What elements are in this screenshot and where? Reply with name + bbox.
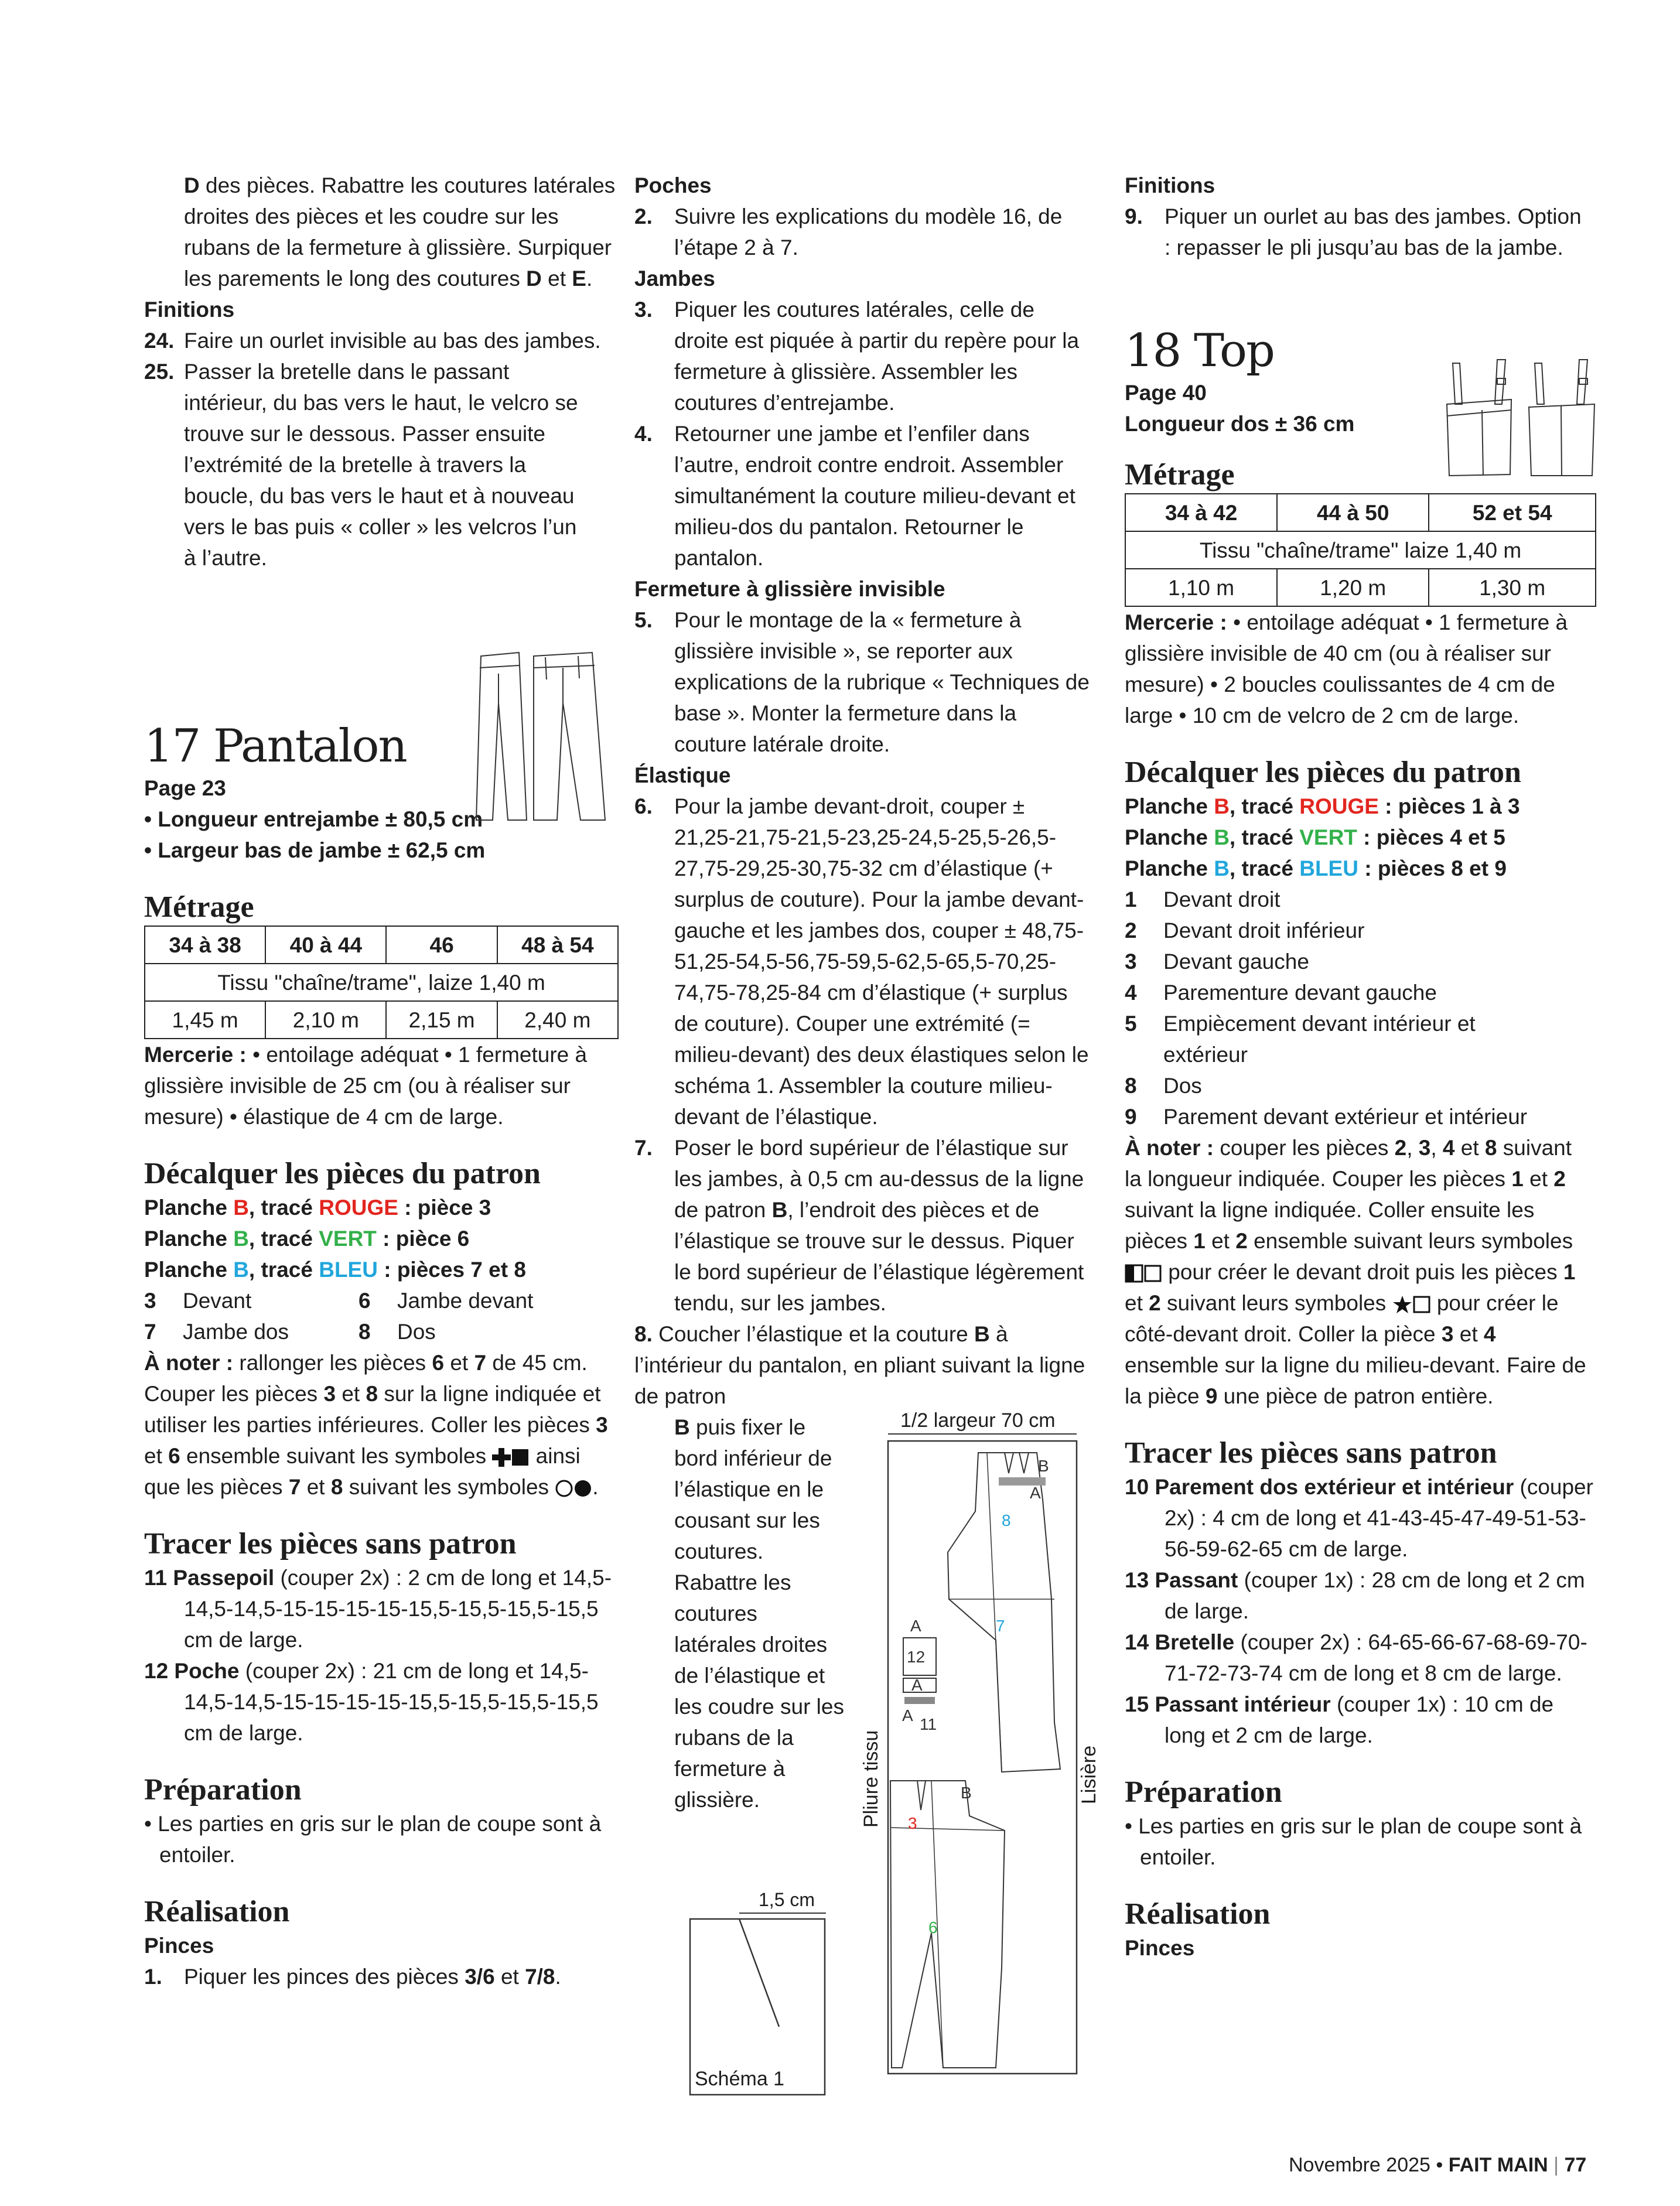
planche-pieces: : pièce 6 xyxy=(376,1227,470,1251)
step-number: 1. xyxy=(144,1965,162,1989)
piece-number: 6 xyxy=(358,1289,371,1313)
step-number: 5. xyxy=(634,608,653,632)
value-cell: 1,45 m xyxy=(145,1001,265,1039)
planche-text: , tracé xyxy=(1229,794,1300,818)
piece-number: 3 xyxy=(1125,950,1137,974)
planche-rouge xyxy=(1125,791,1593,822)
piece-label: Empiècement devant intérieur et extérieur xyxy=(1163,1012,1476,1067)
step-text-part: Piquer les pinces des pièces xyxy=(184,1965,459,1989)
anoter-text: rallonger les pièces xyxy=(239,1351,426,1375)
piece-number: 9 xyxy=(1125,1105,1137,1129)
piece-number: 7 xyxy=(144,1320,156,1344)
trace-item-10 xyxy=(1125,1471,1593,1565)
pinces-heading: Pinces xyxy=(1125,1936,1195,1960)
planche-vert xyxy=(144,1223,619,1254)
step-text-part: , l’endroit des pièces et de l’élastique se trouve sur le dessus. Piquer le bord supérieur de l’élastique légèrement tendu, sur les jambes. xyxy=(674,1198,1084,1315)
trace-dims: 4 cm de long et 41-43-45-47-49-51-53-56-59-62-65 cm de large. xyxy=(1165,1506,1586,1561)
top-length: Longueur dos ± 36 cm xyxy=(1125,412,1355,436)
anoter-text: suivant leurs symboles xyxy=(1167,1291,1387,1315)
size-cell: 52 et 54 xyxy=(1429,494,1596,531)
trace-label: 15 Passant intérieur xyxy=(1125,1692,1331,1716)
step-number: 3. xyxy=(634,298,653,322)
piece-label: Devant droit xyxy=(1163,887,1281,911)
empty-square-icon xyxy=(1143,1264,1162,1283)
pantalon-length-1: • Longueur entrejambe ± 80,5 cm xyxy=(144,807,483,831)
finitions-heading: Finitions xyxy=(144,298,235,322)
trace-item-11 xyxy=(144,1562,619,1655)
preparation-heading: Préparation xyxy=(1125,1775,1282,1809)
planche-letter: B xyxy=(1214,825,1230,849)
trace-dims: 10 cm de long et 2 cm de large. xyxy=(1165,1692,1554,1747)
anoter-text: sur la ligne indiquée et utiliser les parties inférieures. Coller les pièces xyxy=(144,1382,601,1437)
metrage-fabric-row xyxy=(145,964,618,1001)
piece-ref: 6 xyxy=(168,1444,180,1468)
metrage-table xyxy=(1125,493,1596,607)
anoter-label: À noter : xyxy=(1125,1136,1214,1160)
step-text: Piquer les coutures latérales, celle de droite est piquée à partir du repère pour la fermeture à glissière. Assembler les coutures d’entrejambe. xyxy=(674,298,1080,415)
value-cell: 2,10 m xyxy=(265,1001,386,1039)
trace-dims: 21 cm de long et 14,5-14,5-14,5-15-15-15-15-15,5-15,5-15,5-15,5 cm de large. xyxy=(184,1659,599,1745)
step-number: 25. xyxy=(144,360,175,384)
piece-number: 5 xyxy=(1125,1012,1137,1036)
planche-text: Planche xyxy=(144,1196,234,1220)
a-noter: À noter : couper les pièces 2, 3, 4 et 8 suivant la longueur indiquée. Couper les pièces 1 et 2 suivant la ligne indiquée. Coller ensuite les pièces 1 et 2 ensemble suivant leurs symboles pour créer le devant droit puis les pièces 1 et 2 suivant leurs symboles pour créer le côté-devant droit. Coller la pièce 3 et 4 ensemble sur la ligne du milieu-devant. Faire de la pièce 9 une pièce de patron entière. xyxy=(1125,1136,1586,1408)
anoter-text: ainsi que les pièces xyxy=(144,1444,581,1499)
piece-label: Devant gauche xyxy=(1163,950,1309,974)
trace-label: 10 Parement dos extérieur et intérieur xyxy=(1125,1475,1514,1499)
piece-ref: B xyxy=(674,1415,690,1439)
step-text-part: puis fixer le bord inférieur de l’élastique en le cousant sur les coutures. Rabattre les coutures latérales droites de l’élastique et les coudre sur les rubans de la fermeture à glissière. xyxy=(674,1415,844,1812)
text-line: sur les rubans de la fermeture à glissière. xyxy=(184,204,559,259)
pantalon-illustration xyxy=(475,644,616,826)
size-cell: 34 à 42 xyxy=(1125,494,1277,531)
step-9 xyxy=(1125,201,1593,263)
planche-bleu xyxy=(1125,853,1593,884)
piece-ref: 3 xyxy=(1441,1322,1454,1346)
text-line: latérales droites des pièces et les coudre xyxy=(184,173,616,228)
footer-bullet: • xyxy=(1436,2154,1443,2176)
step-text xyxy=(674,1132,1091,1319)
list-item xyxy=(1125,915,1593,946)
marker-a: A xyxy=(911,1676,923,1694)
trace-label: 13 Passant xyxy=(1125,1568,1238,1592)
piece-ref: 1 xyxy=(1193,1229,1206,1253)
text-line: coutures xyxy=(436,267,520,291)
piece-ref: 2 xyxy=(1394,1136,1407,1160)
legend-row xyxy=(144,1316,619,1347)
planche-pieces: : pièce 3 xyxy=(398,1196,491,1220)
planche-text: , tracé xyxy=(248,1196,319,1220)
pantalon-page: Page 23 xyxy=(144,776,226,800)
piece-label-3: 3 xyxy=(908,1814,917,1832)
trace-color: ROUGE xyxy=(319,1196,398,1220)
piece-label: Jambe dos xyxy=(183,1320,289,1344)
anoter-text: et xyxy=(306,1475,325,1499)
piece-ref: B xyxy=(771,1198,788,1222)
planche-bleu xyxy=(144,1254,619,1285)
preparation-heading: Préparation xyxy=(144,1773,302,1807)
mercerie-label: Mercerie : xyxy=(144,1043,247,1067)
piece-ref: 7/8 xyxy=(525,1965,555,1989)
list-item xyxy=(1125,977,1593,1008)
empty-square-icon xyxy=(1412,1295,1431,1314)
planche-text: , tracé xyxy=(1229,856,1300,880)
piece-label: Jambe devant xyxy=(397,1289,534,1313)
size-cell: 40 à 44 xyxy=(265,926,386,964)
step-24 xyxy=(144,325,619,356)
trace-dims: 64-65-66-67-68-69-70-71-72-73-74 cm de long et 8 cm de large. xyxy=(1165,1630,1587,1685)
schema-1-diagram xyxy=(685,1880,832,2097)
anoter-text: et xyxy=(450,1351,469,1375)
anoter-text: et xyxy=(1529,1167,1548,1191)
piece-number: 8 xyxy=(1125,1074,1137,1098)
planche-text: Planche xyxy=(1125,856,1214,880)
step-number: 9. xyxy=(1125,204,1143,228)
realisation-heading: Réalisation xyxy=(1125,1897,1271,1931)
anoter-text: une pièce de patron entière. xyxy=(1223,1384,1494,1408)
bold-d: D xyxy=(526,267,542,291)
preparation-text: • Les parties en gris sur le plan de coupe sont à entoiler. xyxy=(1125,1814,1582,1869)
piece-label: Parementure devant gauche xyxy=(1163,981,1437,1005)
anoter-text: ensemble suivant les symboles xyxy=(186,1444,487,1468)
metrage-values-row xyxy=(145,1001,618,1039)
bold-e: E xyxy=(572,267,586,291)
planche-text: , tracé xyxy=(1229,825,1300,849)
step-text-part: et xyxy=(500,1965,519,1989)
step-number: 8. xyxy=(634,1322,653,1346)
list-item xyxy=(1125,884,1593,915)
realisation-heading: Réalisation xyxy=(144,1895,290,1928)
trace-color: ROUGE xyxy=(1299,794,1379,818)
piece-ref: 3 xyxy=(596,1413,608,1437)
anoter-label: À noter : xyxy=(144,1351,234,1375)
planche-rouge xyxy=(144,1192,619,1223)
step-5 xyxy=(634,605,1091,760)
planche-pieces: : pièces 8 et 9 xyxy=(1358,856,1507,880)
step-number: 4. xyxy=(634,422,653,446)
trace-item-15 xyxy=(1125,1689,1593,1751)
anoter-text: couper les pièces xyxy=(1220,1136,1389,1160)
elastique-heading: Élastique xyxy=(634,763,731,787)
plus-icon xyxy=(492,1448,511,1467)
trace-item-14 xyxy=(1125,1627,1593,1689)
marker-b: B xyxy=(961,1784,972,1802)
planche-letter: B xyxy=(1214,856,1230,880)
step-8 xyxy=(634,1319,1091,1412)
page-footer xyxy=(1289,2153,1586,2177)
column-3 xyxy=(1125,170,1593,1963)
anoter-text: et xyxy=(1459,1322,1478,1346)
planche-pieces: : pièces 4 et 5 xyxy=(1357,825,1505,849)
schema-label: Schéma 1 xyxy=(695,2068,785,2090)
trace-qty: (couper 1x) : xyxy=(1244,1568,1366,1592)
step-2 xyxy=(634,201,1091,263)
step-text-part: Coucher l’élastique et la couture xyxy=(658,1322,968,1346)
piece-ref: 3 xyxy=(1418,1136,1431,1160)
step-text: Passer la bretelle dans le passant intérieur, du bas vers le haut, le velcro se trouve sur le dessous. Passer ensuite l’extrémité de la bretelle à travers la boucle, du bas vers le haut et à nouveau vers le bas puis « coller » les velcros l’un à l’autre. xyxy=(184,360,578,570)
magazine-brand: FAIT MAIN xyxy=(1448,2154,1548,2176)
step-text: Pour la jambe devant-droit, couper ± 21,25-21,75-21,5-23,25-24,5-25,5-26,5-27,75-29,25-30,75-32 cm d’élastique (+ surplus de couture). Pour la jambe devant-gauche et les jambes dos, couper ± 48,75-51,25-54,5-56,75-59,5-62,5-65,5-70,25-74,75-78,25-84 cm d’élastique (+ surplus de couture). Couper une extrémité (= milieu-devant) des deux élastiques selon le schéma 1. Assembler la couture milieu-devant de l’élastique. xyxy=(674,794,1089,1129)
step-23-continued: D des pièces. Rabattre les coutures latérales droites des pièces et les coudre sur les rubans de la fermeture à glissière. Surpiquer les parements le long des coutures D et E. xyxy=(184,173,616,291)
footer-separator: | xyxy=(1553,2154,1559,2176)
step-text: Retourner une jambe et l’enfiler dans l’autre, endroit contre endroit. Assembler simultanément la couture milieu-devant et milieu-dos du pantalon. Retourner le pantalon. xyxy=(674,422,1075,570)
bold-d: D xyxy=(184,173,200,197)
metrage-sizes-row xyxy=(145,926,618,964)
piece-number: 2 xyxy=(1125,918,1137,942)
step-text: Faire un ourlet invisible au bas des jambes. xyxy=(184,329,601,353)
trace-qty: (couper 2x) : xyxy=(245,1659,367,1683)
piece-number: 3 xyxy=(144,1289,156,1313)
step-4 xyxy=(634,418,1091,573)
piece-label-11: 11 xyxy=(920,1715,937,1733)
metrage-table xyxy=(144,926,619,1039)
planche-letter: B xyxy=(233,1227,249,1251)
trace-color: VERT xyxy=(319,1227,377,1251)
finitions-heading: Finitions xyxy=(1125,173,1215,197)
step-number: 6. xyxy=(634,794,653,818)
top-title: 18 Top xyxy=(1125,325,1274,377)
planche-letter: B xyxy=(1214,794,1230,818)
size-cell: 34 à 38 xyxy=(145,926,265,964)
planche-text: Planche xyxy=(144,1227,234,1251)
planche-text: Planche xyxy=(144,1258,234,1282)
piece-number: 4 xyxy=(1125,981,1137,1005)
planche-text: Planche xyxy=(1125,825,1214,849)
planche-text: , tracé xyxy=(248,1227,319,1251)
trace-dims: 28 cm de long et 2 cm de large. xyxy=(1165,1568,1585,1623)
circle-outline-icon xyxy=(555,1479,573,1498)
metrage-values-row xyxy=(1125,569,1596,606)
anoter-text: et xyxy=(1460,1136,1479,1160)
piece-ref: 2 xyxy=(1149,1291,1161,1315)
planche-pieces: : pièces 7 et 8 xyxy=(377,1258,526,1282)
list-item xyxy=(1125,1070,1593,1101)
pliure-tissu-label: Pliure tissu xyxy=(860,1730,882,1828)
a-noter: À noter : rallonger les pièces 6 et 7 de 45 cm. Couper les pièces 3 et 8 sur la ligne indiquée et utiliser les parties inférieures. Coller les pièces 3 et 6 ensemble suivant les symboles ainsi que les pièces 7 et 8 suivant les symboles . xyxy=(144,1351,608,1499)
step-text-part: . xyxy=(555,1965,561,1989)
list-item xyxy=(1125,1008,1593,1070)
anoter-text: suivant la ligne indiquée. Coller ensuite les pièces xyxy=(1125,1198,1535,1253)
list-item xyxy=(1125,1101,1593,1132)
mercerie-text: • entoilage adéquat • 1 fermeture à glissière invisible de 25 cm (ou à réaliser sur mesure) • élastique de 4 cm de large. xyxy=(144,1043,588,1129)
piece-label: Parement devant extérieur et intérieur xyxy=(1163,1105,1528,1129)
anoter-text: suivant la longueur indiquée. Couper les pièces xyxy=(1125,1136,1572,1191)
schema-dimension: 1,5 cm xyxy=(759,1889,815,1910)
piece-ref: B xyxy=(974,1322,990,1346)
mercerie-label: Mercerie : xyxy=(1125,610,1227,634)
trace-dims: 2 cm de long et 14,5-14,5-14,5-15-15-15-15-15,5-15,5-15,5-15,5 cm de large. xyxy=(184,1566,612,1652)
marker-b: B xyxy=(1038,1457,1049,1475)
piece-ref: 8 xyxy=(1484,1136,1497,1160)
half-width-label: 1/2 largeur 70 cm xyxy=(900,1409,1056,1432)
trace-label: 11 Passepoil xyxy=(144,1566,275,1590)
size-cell: 46 xyxy=(386,926,497,964)
step-text-part: Poser le bord supérieur de l’élastique sur les jambes, à 0,5 cm au-dessus de la ligne de patron xyxy=(674,1136,1084,1222)
piece-ref: 8 xyxy=(366,1382,378,1406)
pinces-heading: Pinces xyxy=(144,1934,214,1958)
piece-ref: 9 xyxy=(1205,1384,1218,1408)
trace-qty: (couper 1x) : xyxy=(1336,1692,1459,1716)
pieces-list xyxy=(1125,884,1593,1132)
decalquer-heading: Décalquer les pièces du patron xyxy=(1125,756,1521,789)
piece-ref: 2 xyxy=(1235,1229,1248,1253)
piece-ref: 3 xyxy=(323,1382,336,1406)
filled-circle-icon xyxy=(573,1479,592,1498)
step-text: Pour le montage de la « fermeture à glissière invisible », se reporter aux explications de la rubrique « Techniques de base ». Monter la fermeture dans la couture latérale droite. xyxy=(674,608,1090,756)
column-1 xyxy=(144,170,619,1992)
page-number: 77 xyxy=(1564,2154,1587,2176)
fermeture-heading: Fermeture à glissière invisible xyxy=(634,577,945,601)
half-filled-square-icon xyxy=(1125,1264,1143,1283)
anoter-text: de 45 cm. Couper les pièces xyxy=(144,1351,588,1406)
planche-letter: B xyxy=(233,1258,249,1282)
piece-number: 1 xyxy=(1125,887,1137,911)
marker-a: A xyxy=(910,1617,921,1635)
planche-vert xyxy=(1125,822,1593,853)
trace-item-13 xyxy=(1125,1565,1593,1627)
fabric-cell: Tissu "chaîne/trame" laize 1,40 m xyxy=(1125,531,1596,569)
value-cell: 1,10 m xyxy=(1125,569,1277,606)
planche-text: , tracé xyxy=(248,1258,319,1282)
piece-number: 8 xyxy=(358,1320,371,1344)
pantalon-length-2: • Largeur bas de jambe ± 62,5 cm xyxy=(144,838,486,862)
filled-square-icon xyxy=(511,1448,530,1467)
piece-label-6: 6 xyxy=(928,1918,938,1937)
value-cell: 2,15 m xyxy=(386,1001,497,1039)
piece-ref: 8 xyxy=(330,1475,343,1499)
value-cell: 1,30 m xyxy=(1429,569,1596,606)
step-number: 24. xyxy=(144,329,175,353)
piece-ref: 4 xyxy=(1442,1136,1455,1160)
piece-label-8: 8 xyxy=(1002,1511,1011,1529)
piece-ref: 7 xyxy=(288,1475,301,1499)
piece-label-7: 7 xyxy=(996,1617,1005,1635)
step-25 xyxy=(144,356,589,573)
marker-a: A xyxy=(902,1706,913,1724)
star-icon xyxy=(1392,1295,1412,1314)
anoter-text: ensemble suivant leurs symboles xyxy=(1254,1229,1573,1253)
list-item xyxy=(1125,946,1593,977)
trace-color: BLEU xyxy=(1299,856,1358,880)
metrage-sizes-row xyxy=(1125,494,1596,531)
poches-heading: Poches xyxy=(634,173,712,197)
piece-ref: 2 xyxy=(1553,1167,1566,1191)
jambes-heading: Jambes xyxy=(634,267,715,291)
planche-pieces: : pièces 1 à 3 xyxy=(1378,794,1520,818)
step-text-part: à l’intérieur du pantalon, en pliant suivant la ligne de patron xyxy=(634,1322,1085,1408)
anoter-text: et xyxy=(144,1444,162,1468)
metrage-heading: Métrage xyxy=(1125,458,1235,491)
tracer-heading: Tracer les pièces sans patron xyxy=(144,1527,517,1560)
decalquer-heading: Décalquer les pièces du patron xyxy=(144,1157,541,1190)
trace-label: 12 Poche xyxy=(144,1659,240,1683)
anoter-text: ensemble sur la ligne du milieu-devant. Faire de la pièce xyxy=(1125,1353,1586,1408)
piece-label-12: 12 xyxy=(907,1648,926,1666)
mercerie xyxy=(144,1039,619,1132)
planche-letter: B xyxy=(233,1196,249,1220)
piece-ref: 6 xyxy=(432,1351,445,1375)
anoter-text: et xyxy=(1125,1291,1143,1315)
step-text: Suivre les explications du modèle 16, de l’étape 2 à 7. xyxy=(674,204,1063,259)
anoter-text: suivant les symboles xyxy=(349,1475,549,1499)
planche-text: Planche xyxy=(1125,794,1214,818)
piece-ref: 3/6 xyxy=(465,1965,495,1989)
text-line: des pièces. Rabattre les coutures xyxy=(206,173,528,197)
tracer-heading: Tracer les pièces sans patron xyxy=(1125,1436,1497,1470)
piece-ref: 1 xyxy=(1511,1167,1524,1191)
anoter-text: pour créer le devant droit puis les pièces xyxy=(1168,1260,1558,1284)
trace-qty: (couper 2x) : xyxy=(280,1566,402,1590)
piece-ref: 4 xyxy=(1483,1322,1496,1346)
anoter-text: et xyxy=(342,1382,360,1406)
mercerie-text: • entoilage adéquat • 1 fermeture à glissière invisible de 40 cm (ou à réaliser sur mesure) • 2 boucles coulissantes de 4 cm de large • 10 cm de velcro de 2 cm de large. xyxy=(1125,610,1568,728)
preparation-text: • Les parties en gris sur le plan de coupe sont à entoiler. xyxy=(144,1812,602,1867)
piece-label: Dos xyxy=(1163,1074,1202,1098)
marker-a: A xyxy=(1030,1484,1041,1502)
lisiere-label: Lisière xyxy=(1078,1745,1100,1804)
top-illustration xyxy=(1441,351,1605,486)
fabric-cell: Tissu "chaîne/trame", laize 1,40 m xyxy=(145,964,618,1001)
step-text: Piquer un ourlet au bas des jambes. Option : repasser le pli jusqu’au bas de la jambe. xyxy=(1165,204,1582,259)
trace-label: 14 Bretelle xyxy=(1125,1630,1235,1654)
step-number: 2. xyxy=(634,204,653,228)
trace-color: VERT xyxy=(1299,825,1357,849)
legend-row xyxy=(144,1285,619,1316)
piece-label: Dos xyxy=(397,1320,436,1344)
value-cell: 1,20 m xyxy=(1277,569,1429,606)
size-cell: 48 à 54 xyxy=(497,926,618,964)
trace-qty: (couper 2x) : xyxy=(1240,1630,1363,1654)
issue-date: Novembre 2025 xyxy=(1289,2154,1430,2176)
anoter-text: et xyxy=(1211,1229,1230,1253)
top-page: Page 40 xyxy=(1125,381,1207,405)
text-line: Surpiquer les parements le long des xyxy=(184,235,612,291)
step-6 xyxy=(634,791,1091,1132)
size-cell: 44 à 50 xyxy=(1277,494,1429,531)
value-cell: 2,40 m xyxy=(497,1001,618,1039)
anoter-text: pour créer le côté-devant droit. Coller la pièce xyxy=(1125,1291,1559,1346)
trace-color: BLEU xyxy=(319,1258,378,1282)
metrage-fabric-row xyxy=(1125,531,1596,569)
piece-label: Devant droit inférieur xyxy=(1163,918,1365,942)
metrage-heading: Métrage xyxy=(144,890,254,924)
step-number: 7. xyxy=(634,1136,653,1160)
piece-ref: 7 xyxy=(474,1351,487,1375)
step-1 xyxy=(144,1961,619,1992)
mercerie xyxy=(1125,607,1593,731)
step-7 xyxy=(634,1132,1091,1319)
step-3 xyxy=(634,294,1091,418)
trace-item-12 xyxy=(144,1655,619,1749)
trace-qty: (couper 2x) : xyxy=(1165,1475,1593,1530)
text-et: et xyxy=(548,267,566,291)
pantalon-title: 17 Pantalon xyxy=(144,720,407,773)
piece-label: Devant xyxy=(183,1289,252,1313)
piece-ref: 1 xyxy=(1563,1260,1576,1284)
step-text xyxy=(184,1961,619,1992)
